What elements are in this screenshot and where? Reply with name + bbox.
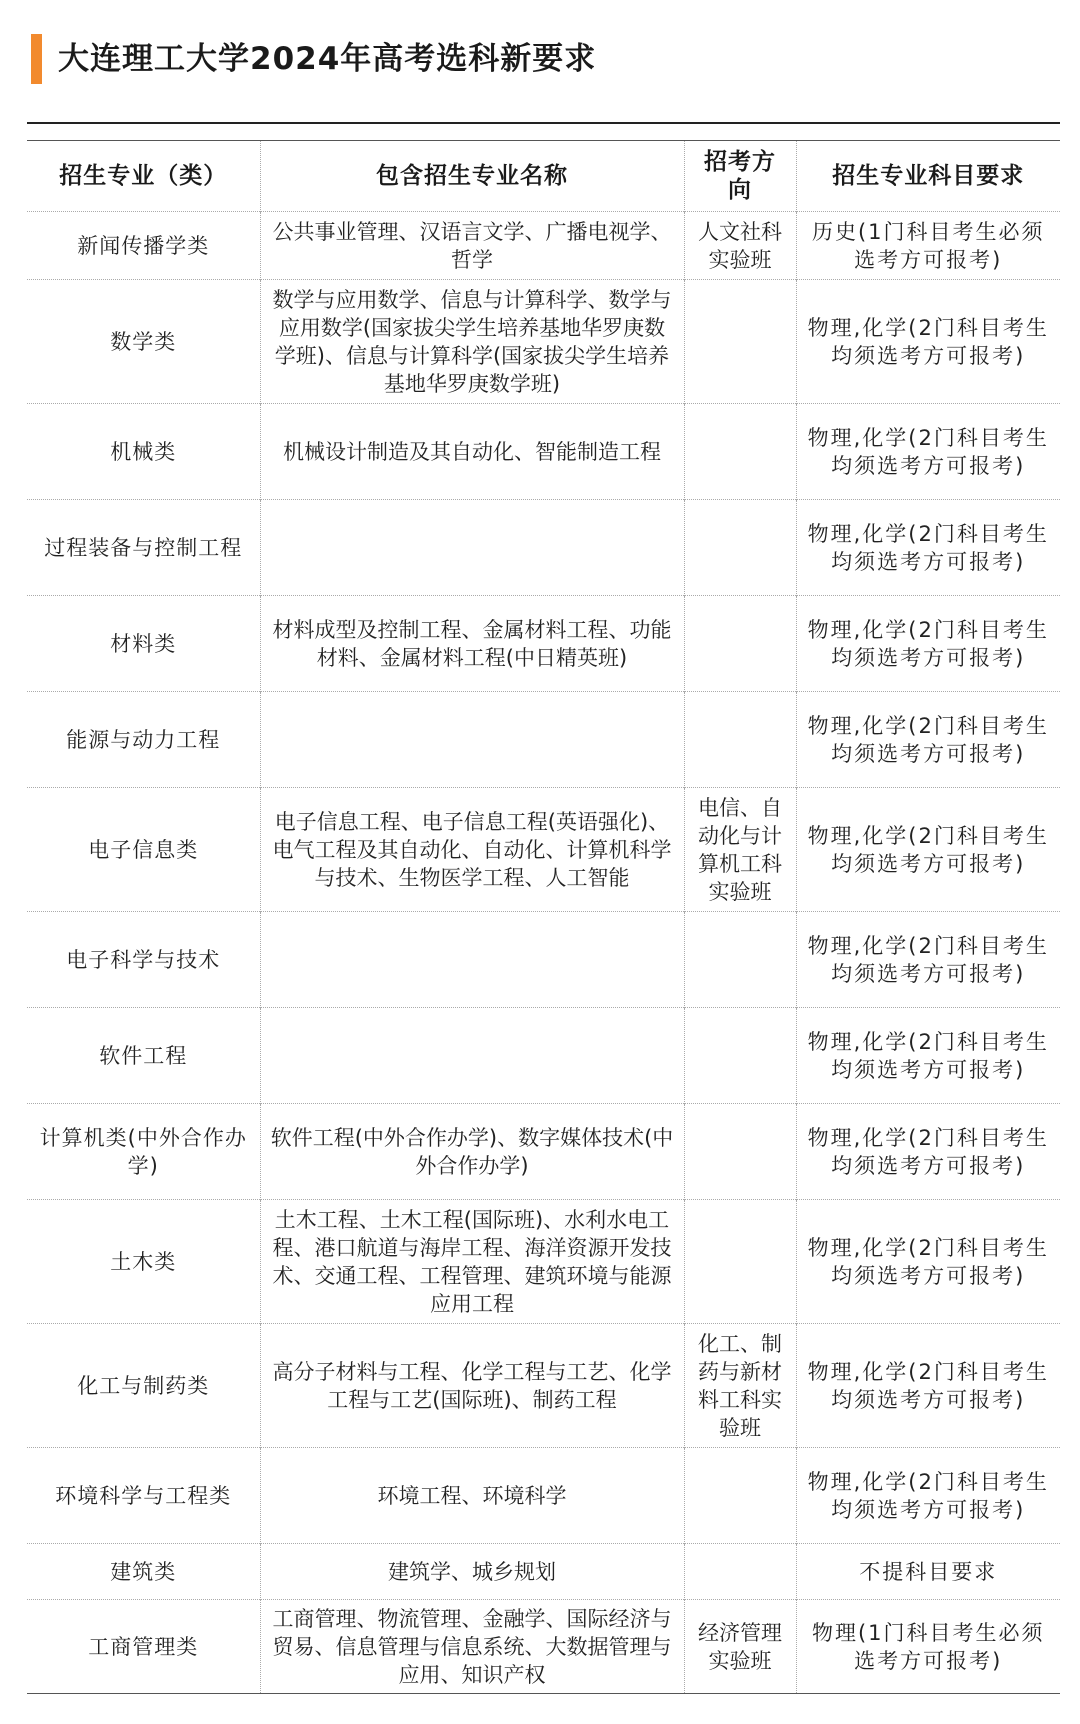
cell-category: 土木类 [27,1200,260,1324]
header-requirement: 招生专业科目要求 [832,163,1025,189]
table-row [27,280,1060,404]
cell-majors [260,692,684,788]
cell-requirement: 物理,化学(2门科目考生均须选考方可报考) [807,425,1049,478]
cell-category: 化工与制药类 [27,1324,260,1448]
title-accent-bar [31,34,42,84]
cell-requirement: 物理,化学(2门科目考生均须选考方可报考) [807,823,1049,876]
table-header-row [27,141,1060,212]
cell-majors [260,500,684,596]
cell-direction: 化工、制药与新材料工科实验班 [684,1324,796,1448]
cell-majors: 数学与应用数学、信息与计算科学、数学与应用数学(国家拔尖学生培养基地华罗庚数学班)、信息与计算科学(国家拔尖学生培养基地华罗庚数学班) [260,280,684,404]
table-row [27,1200,1060,1324]
cell-direction [684,596,796,692]
cell-category: 过程装备与控制工程 [27,500,260,596]
page-title: 大连理工大学2024年高考选科新要求 [58,41,597,77]
cell-direction [684,1200,796,1324]
cell-direction [684,1104,796,1200]
cell-category: 电子科学与技术 [27,912,260,1008]
cell-majors: 软件工程(中外合作办学)、数字媒体技术(中外合作办学) [260,1104,684,1200]
cell-requirement: 物理,化学(2门科目考生均须选考方可报考) [807,617,1049,670]
cell-requirement: 物理,化学(2门科目考生均须选考方可报考) [807,315,1049,368]
table-row [27,404,1060,500]
cell-direction: 人文社科实验班 [684,212,796,280]
title-divider [27,122,1060,124]
cell-direction [684,1008,796,1104]
cell-majors: 电子信息工程、电子信息工程(英语强化)、电气工程及其自动化、自动化、计算机科学与技术、生物医学工程、人工智能 [260,788,684,912]
table-row [27,788,1060,912]
cell-majors: 工商管理、物流管理、金融学、国际经济与贸易、信息管理与信息系统、大数据管理与应用、知识产权 [260,1600,684,1694]
cell-requirement: 物理,化学(2门科目考生均须选考方可报考) [807,713,1049,766]
cell-category: 工商管理类 [27,1600,260,1694]
cell-requirement: 物理,化学(2门科目考生均须选考方可报考) [807,1125,1049,1178]
table-row [27,1104,1060,1200]
cell-direction [684,912,796,1008]
cell-requirement: 物理,化学(2门科目考生均须选考方可报考) [807,1359,1049,1412]
cell-majors: 高分子材料与工程、化学工程与工艺、化学工程与工艺(国际班)、制药工程 [260,1324,684,1448]
table-row [27,912,1060,1008]
cell-majors: 土木工程、土木工程(国际班)、水利水电工程、港口航道与海岸工程、海洋资源开发技术、交通工程、工程管理、建筑环境与能源应用工程 [260,1200,684,1324]
cell-majors: 机械设计制造及其自动化、智能制造工程 [260,404,684,500]
table-row [27,1008,1060,1104]
cell-requirement: 历史(1门科目考生必须选考方可报考) [811,219,1045,272]
table-row [27,692,1060,788]
cell-category: 数学类 [27,280,260,404]
cell-direction: 电信、自动化与计算机工科实验班 [684,788,796,912]
cell-requirement: 不提科目要求 [859,1559,998,1584]
header-direction: 招考方向 [684,141,796,212]
table-row [27,1544,1060,1600]
cell-category: 新闻传播学类 [27,212,260,280]
header-category: 招生专业（类） [27,141,260,212]
cell-category: 计算机类(中外合作办学) [27,1104,260,1200]
table-row [27,1324,1060,1448]
table-row [27,212,1060,280]
table-body [27,212,1060,1694]
table-row [27,1600,1060,1694]
cell-direction [684,404,796,500]
cell-direction [684,692,796,788]
cell-direction [684,1448,796,1544]
table-row [27,596,1060,692]
cell-majors: 材料成型及控制工程、金属材料工程、功能材料、金属材料工程(中日精英班) [260,596,684,692]
cell-majors [260,912,684,1008]
header-majors: 包含招生专业名称 [260,141,684,212]
cell-majors [260,1008,684,1104]
admission-requirements-table [27,140,1060,1694]
cell-majors: 公共事业管理、汉语言文学、广播电视学、哲学 [260,212,684,280]
cell-direction: 经济管理实验班 [684,1600,796,1694]
cell-requirement: 物理,化学(2门科目考生均须选考方可报考) [807,1235,1049,1288]
cell-requirement: 物理(1门科目考生必须选考方可报考) [811,1620,1045,1673]
cell-majors: 环境工程、环境科学 [260,1448,684,1544]
cell-requirement: 物理,化学(2门科目考生均须选考方可报考) [807,933,1049,986]
cell-direction [684,1544,796,1600]
cell-category: 建筑类 [27,1544,260,1600]
cell-category: 软件工程 [27,1008,260,1104]
table-row [27,1448,1060,1544]
cell-requirement: 物理,化学(2门科目考生均须选考方可报考) [807,1029,1049,1082]
cell-majors: 建筑学、城乡规划 [260,1544,684,1600]
cell-direction [684,280,796,404]
cell-direction [684,500,796,596]
cell-category: 机械类 [27,404,260,500]
cell-requirement: 物理,化学(2门科目考生均须选考方可报考) [807,521,1049,574]
cell-category: 电子信息类 [27,788,260,912]
cell-requirement: 物理,化学(2门科目考生均须选考方可报考) [807,1469,1049,1522]
cell-category: 材料类 [27,596,260,692]
table-row [27,500,1060,596]
cell-category: 环境科学与工程类 [27,1448,260,1544]
cell-category: 能源与动力工程 [27,692,260,788]
